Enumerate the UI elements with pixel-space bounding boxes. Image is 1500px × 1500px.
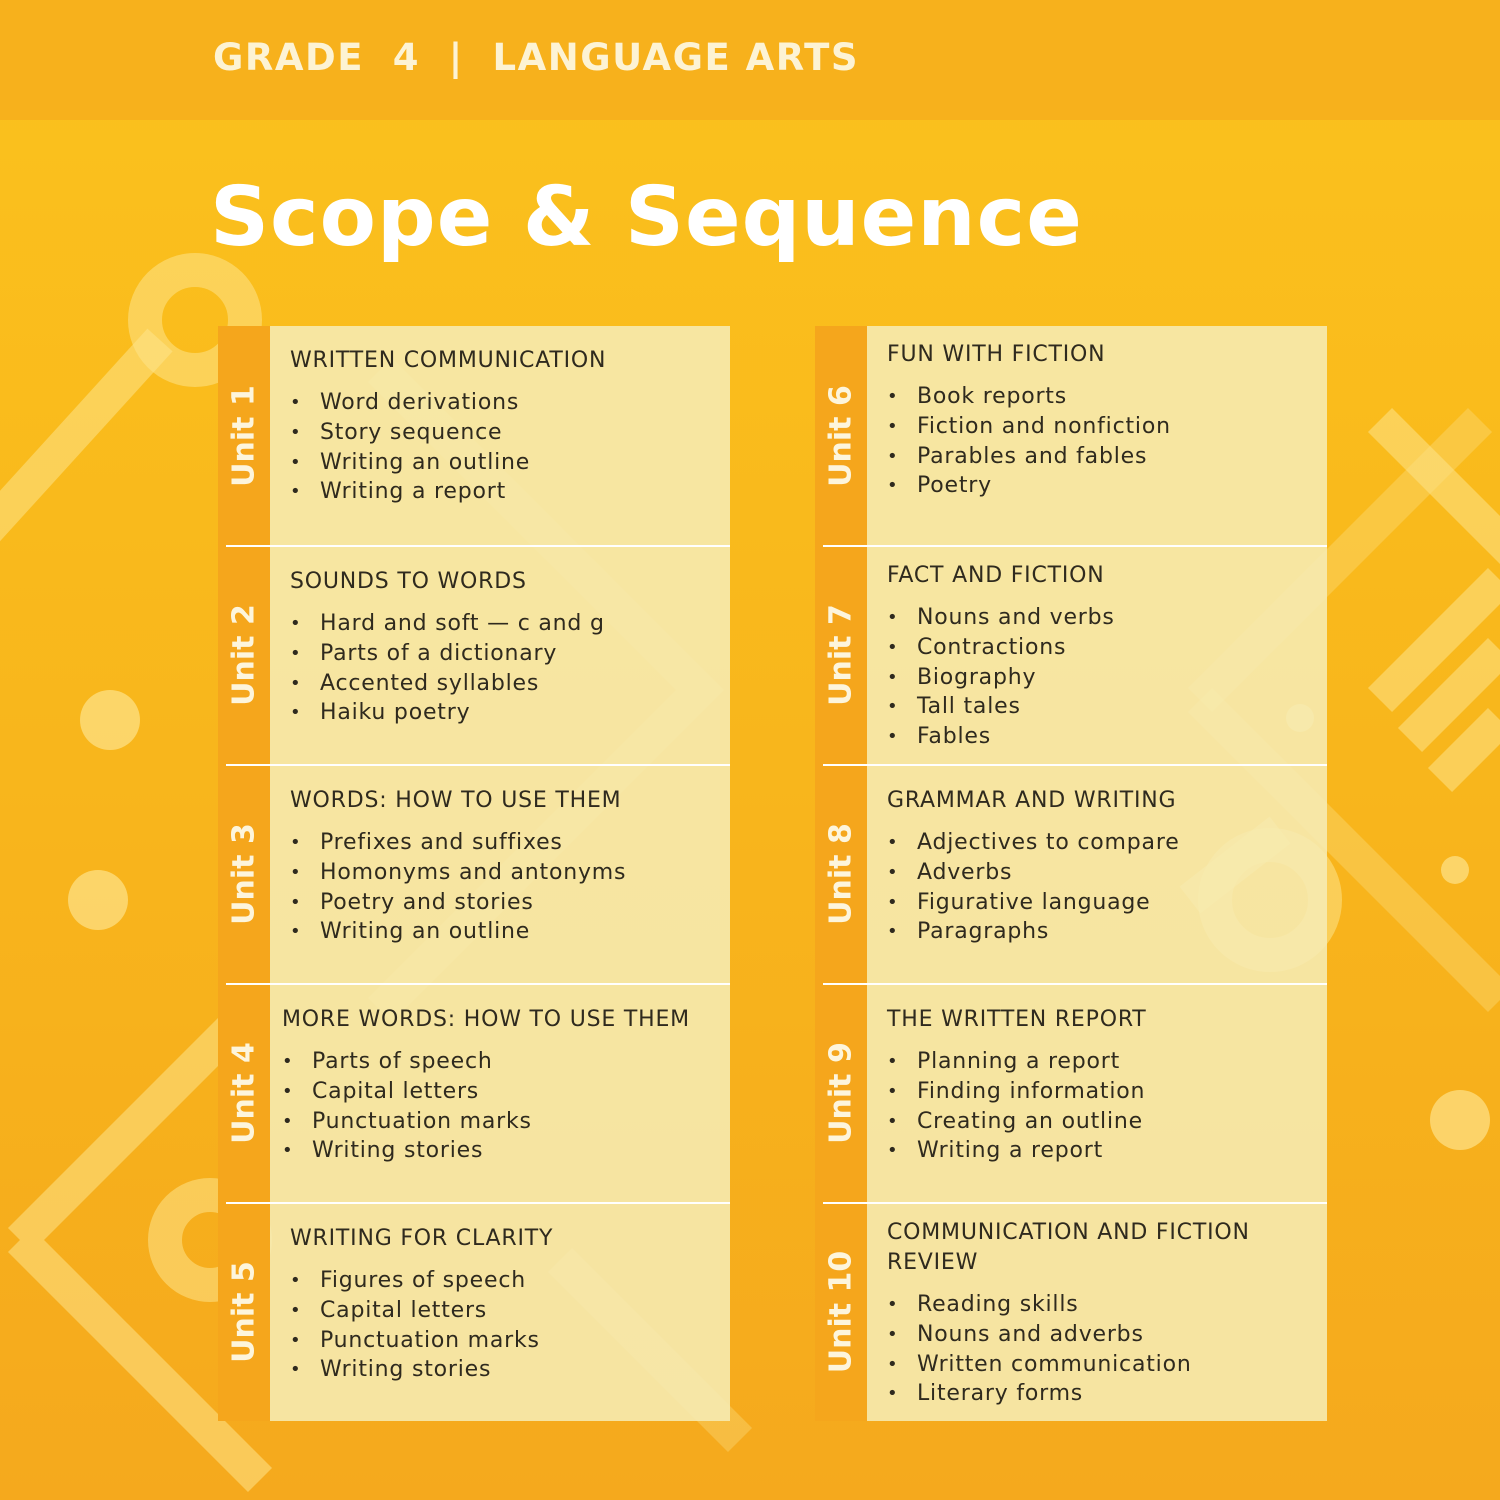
list-item: • Finding information — [887, 1077, 1317, 1107]
unit-card — [815, 326, 1327, 545]
unit-topic-list — [887, 1047, 1317, 1166]
list-item: • Prefixes and suffixes — [290, 828, 720, 858]
list-item: • Planning a report — [887, 1047, 1317, 1077]
list-item: • Writing stories — [290, 1355, 720, 1385]
list-item: • Parts of speech — [282, 1047, 720, 1077]
unit-card — [218, 326, 730, 545]
unit-title: FACT AND FICTION — [887, 563, 1105, 588]
unit-tab — [218, 1202, 270, 1421]
unit-body — [867, 326, 1327, 545]
list-item: • Writing a report — [887, 1136, 1317, 1166]
unit-body — [270, 764, 730, 983]
unit-topic-list — [290, 828, 720, 947]
unit-tab — [218, 983, 270, 1202]
list-item: • Writing an outline — [290, 917, 720, 947]
unit-topic-list — [887, 1290, 1317, 1409]
list-item: • Fables — [887, 722, 1317, 752]
list-item: • Haiku poetry — [290, 698, 720, 728]
list-item: • Writing stories — [282, 1136, 720, 1166]
unit-card — [218, 545, 730, 764]
list-item: • Capital letters — [282, 1077, 720, 1107]
unit-card — [815, 764, 1327, 983]
list-item: • Biography — [887, 663, 1317, 693]
unit-tab — [815, 545, 867, 764]
units-column-left — [218, 326, 730, 1421]
list-item: • Parts of a dictionary — [290, 639, 720, 669]
subject-label: LANGUAGE ARTS — [492, 36, 860, 79]
list-item: • Nouns and adverbs — [887, 1320, 1317, 1350]
unit-body — [867, 764, 1327, 983]
unit-card — [815, 983, 1327, 1202]
units-column-right — [815, 326, 1327, 1421]
list-item: • Homonyms and antonyms — [290, 858, 720, 888]
unit-topic-list — [290, 1266, 720, 1385]
list-item: • Written communication — [887, 1350, 1317, 1380]
unit-title: MORE WORDS: HOW TO USE THEM — [282, 1007, 690, 1032]
unit-label: Unit 7 — [823, 603, 859, 706]
list-item: • Adverbs — [887, 858, 1317, 888]
list-item: • Accented syllables — [290, 669, 720, 699]
list-item: • Book reports — [887, 382, 1317, 412]
list-item: • Reading skills — [887, 1290, 1317, 1320]
unit-topic-list — [887, 828, 1317, 947]
unit-card — [815, 1202, 1327, 1421]
list-item: • Writing a report — [290, 477, 720, 507]
unit-title: GRAMMAR AND WRITING — [887, 788, 1177, 813]
unit-body — [270, 326, 730, 545]
list-item: • Adjectives to compare — [887, 828, 1317, 858]
unit-card — [218, 764, 730, 983]
list-item: • Figures of speech — [290, 1266, 720, 1296]
unit-label: Unit 9 — [823, 1041, 859, 1144]
unit-label: Unit 10 — [823, 1250, 859, 1373]
unit-tab — [815, 326, 867, 545]
unit-tab — [815, 1202, 867, 1421]
list-item: • Fiction and nonfiction — [887, 412, 1317, 442]
unit-tab — [218, 764, 270, 983]
unit-title: FUN WITH FICTION — [887, 342, 1106, 367]
list-item: • Nouns and verbs — [887, 603, 1317, 633]
unit-label: Unit 5 — [226, 1260, 262, 1363]
unit-label: Unit 1 — [226, 384, 262, 487]
unit-label: Unit 4 — [226, 1041, 262, 1144]
unit-body — [270, 1202, 730, 1421]
list-item: • Parables and fables — [887, 442, 1317, 472]
list-item: • Punctuation marks — [290, 1326, 720, 1356]
list-item: • Tall tales — [887, 692, 1317, 722]
unit-title: WRITTEN COMMUNICATION — [290, 348, 607, 373]
list-item: • Hard and soft — c and g — [290, 609, 720, 639]
header-bar — [0, 0, 1500, 120]
unit-topic-list — [887, 603, 1317, 752]
list-item: • Word derivations — [290, 388, 720, 418]
list-item: • Writing an outline — [290, 448, 720, 478]
unit-body — [867, 1202, 1327, 1421]
list-item: • Contractions — [887, 633, 1317, 663]
header-separator: | — [448, 36, 464, 79]
unit-topic-list — [887, 382, 1317, 501]
unit-tab — [218, 545, 270, 764]
list-item: • Paragraphs — [887, 917, 1317, 947]
unit-topic-list — [282, 1047, 720, 1166]
list-item: • Story sequence — [290, 418, 720, 448]
unit-topic-list — [290, 609, 720, 728]
page-title: Scope & Sequence — [210, 170, 1083, 265]
grade-label: GRADE 4 — [213, 36, 420, 79]
unit-card — [815, 545, 1327, 764]
list-item: • Poetry — [887, 471, 1317, 501]
unit-label: Unit 2 — [226, 603, 262, 706]
list-item: • Literary forms — [887, 1379, 1317, 1409]
unit-title: WORDS: HOW TO USE THEM — [290, 788, 622, 813]
unit-label: Unit 8 — [823, 822, 859, 925]
unit-body — [867, 983, 1327, 1202]
unit-body — [270, 545, 730, 764]
unit-topic-list — [290, 388, 720, 507]
unit-tab — [815, 764, 867, 983]
list-item: • Punctuation marks — [282, 1107, 720, 1137]
list-item: • Figurative language — [887, 888, 1317, 918]
unit-tab — [218, 326, 270, 545]
list-item: • Creating an outline — [887, 1107, 1317, 1137]
unit-tab — [815, 983, 867, 1202]
unit-label: Unit 3 — [226, 822, 262, 925]
unit-title: WRITING FOR CLARITY — [290, 1226, 554, 1251]
unit-body — [270, 983, 730, 1202]
unit-card — [218, 1202, 730, 1421]
list-item: • Poetry and stories — [290, 888, 720, 918]
unit-title: THE WRITTEN REPORT — [887, 1007, 1147, 1032]
unit-card — [218, 983, 730, 1202]
unit-body — [867, 545, 1327, 764]
unit-label: Unit 6 — [823, 384, 859, 487]
header-title — [213, 36, 859, 79]
unit-title: COMMUNICATION AND FICTION REVIEW — [887, 1220, 1250, 1275]
unit-title: SOUNDS TO WORDS — [290, 569, 527, 594]
list-item: • Capital letters — [290, 1296, 720, 1326]
